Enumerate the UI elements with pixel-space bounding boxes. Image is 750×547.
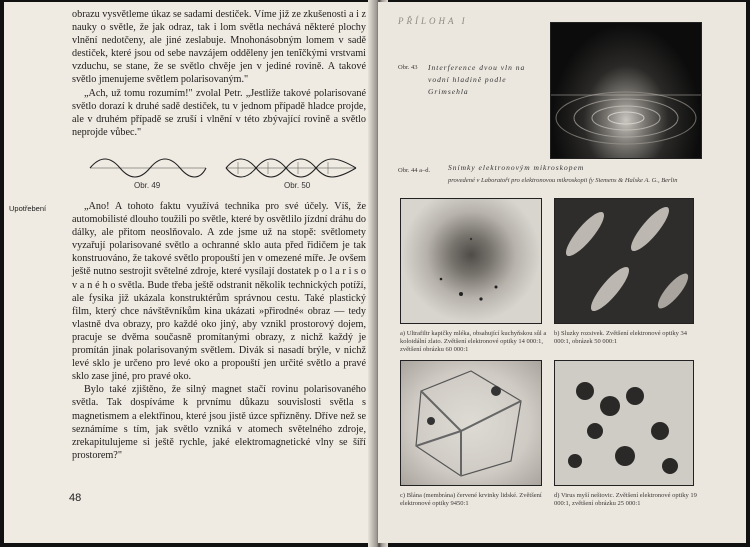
section-caption: Snímky elektronovým mikroskopem: [448, 163, 585, 172]
caption-c-text: Blána (membrána) červené krvinky lidské. Zvětšení elektronové optiky 9450:1: [400, 492, 542, 508]
left-page: [4, 2, 376, 543]
caption-b-label: b): [554, 330, 560, 337]
figure-50-caption: Obr. 50: [284, 181, 311, 190]
caption-a-label: a): [400, 330, 406, 337]
right-page: [378, 2, 746, 543]
caption-a-text: Ultrafiltr kapičky mléka, obsahující kuchyňskou sůl a koloidální zlato. Zvětšení elektronové optiky 14 000:1, zvětšení obrázku 60 000:1: [400, 330, 547, 354]
photo-d-virus: [554, 360, 694, 486]
paragraph: „Ano! A tohoto faktu využívá technika pro své účely. Víš, že automobilisté dlouho toužili po světle, které by osvětlilo jízdní dráhu do dálky, ale přitom neoslňovalo. A zde jsme už na stopě: světlomety vyzařují polarisované světlo a ochranné sklo auta před řidičem je tak konstruováno, že takové světlo propouští jen v omezené míře. Je ovšem ještě nutno sestrojit světelné zdroje, které vysílají dostatek p o l a r i s o v a n é h o světla. Bude třeba ještě odstranit několik technických potíží, ale fysika již ukázala konstruktérům správnou cestu. Také plastický film, který chce návštěvníkům kina ukázati »přirodné« obraz — tedy vlastně dva obrazy, pro každé oko jiný, aby vznikl prostorový dojem, pracuje se dvěma současně promítanými obrazy, z nichž každý je promítán jinak polarisovaným světlem. Divák si nasadí brýle, v nichž levé sklo je určeno pro levé oko a propouští jen určité světlo a pravé sklo zase jiné, pro pravé oko.: [72, 201, 366, 383]
caption-d-text: Virus myší neštovic. Zvětšení elektronové optiky 19 000:1, zvětšení obrázku 25 000:1: [554, 492, 697, 508]
page-number: 48: [69, 492, 82, 504]
figure-49-caption: Obr. 49: [134, 181, 161, 190]
photo-interference: [550, 22, 702, 159]
caption-b-text: Sluzky rozsivek. Zvětšení elektronové optiky 34 000:1, obrázek 50 000:1: [554, 330, 688, 346]
caption-c: [400, 492, 552, 508]
photo-c-membrane: [400, 360, 542, 486]
caption-d-label: d): [554, 492, 560, 499]
wave-figures: [88, 154, 358, 190]
paragraph: Bylo také zjištěno, že silný magnet stačí rovinu polarisovaného světla. Tak dospíváme k prvnímu důkazu souvislosti světla s magnetismem a elektřinou, které jsou jistě úzce spřízněny. Dříve než se seznámíme s tím, jak světlo vzniká v atomech světelného zdroje, zrekapitulujeme si ještě rychle, jaké elektromagnetické vlny se šíří prostorem?": [72, 384, 366, 461]
running-head: PŘÍLOHA I: [398, 16, 468, 26]
margin-label: Upotřebení: [9, 204, 47, 213]
text-block-bottom: [72, 200, 366, 462]
top-caption: Interference dvou vln na vodní hladině podle Grimsehla: [428, 63, 526, 96]
caption-a: [400, 330, 552, 355]
paragraph: obrazu vysvětleme úkaz se sadami destiček. Víme již ze zkušenosti a i z nauky o světle, že jak odraz, tak i lom světla nechává některé plochy vlnění nedotčeny, ale jiné zeslabuje. Mnohonásobným lomem v sadě destiček, které jsou od sebe navzájem odděleny jen tenĭčkými vrstvami vzduchu, se stane, že se světlo chvěje jen v jediné rovině. A takové světlo jmenujeme světlem polarisovaným.": [72, 9, 366, 86]
text-block-top: [72, 8, 366, 139]
caption-b: [554, 330, 704, 346]
photo-a-milk-droplet: [400, 198, 542, 324]
section-caption-number: Obr. 44 a–d.: [398, 167, 431, 174]
caption-c-label: c): [400, 492, 406, 499]
caption-d: [554, 492, 704, 508]
section-subcaption: provedené v Laboratoři pro elektronovou mikroskopii fy Siemens & Halske A. G., Berlin: [448, 177, 678, 184]
top-caption-number: Obr. 43: [398, 64, 418, 71]
photo-b-diatoms: [554, 198, 694, 324]
paragraph: „Ach, už tomu rozumím!" zvolal Petr. „Jestliže takové polarisované světlo dorazí k druhé sadě destiček, tu v jednom případě hladce projde, ale v druhém případě se zruší i vlnění v této zbývající rovině a světlo neprojde vůbec.": [72, 87, 366, 138]
